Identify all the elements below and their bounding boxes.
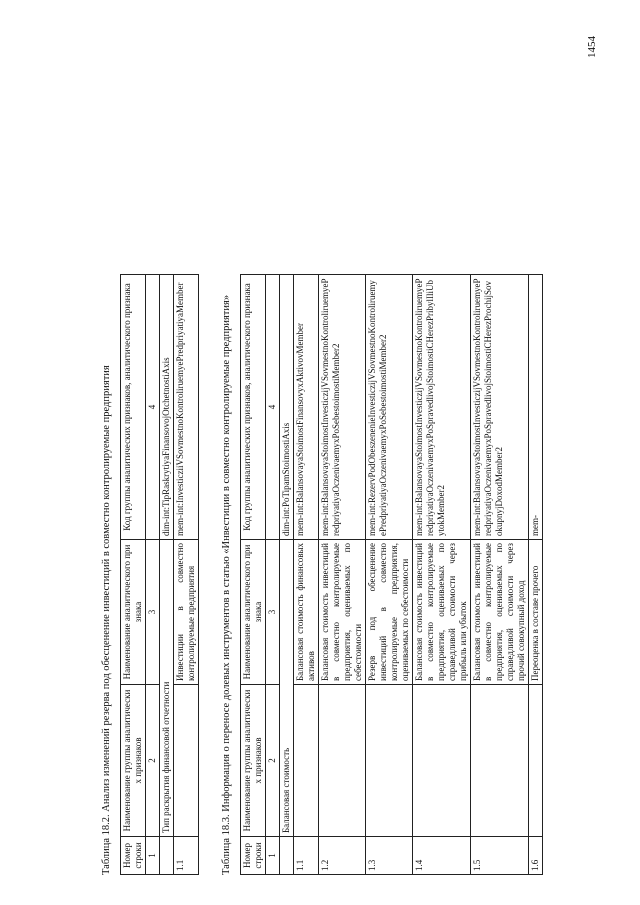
table1-col-number: 1 — [146, 837, 160, 875]
row-group — [413, 685, 471, 837]
table1-header-cell: Наименование группы аналитических признаков — [121, 685, 146, 837]
row-number: 1.6 — [529, 837, 543, 875]
row-code: dim-int:PoTipamStoimostiAxis — [280, 275, 294, 540]
row-number: 1.4 — [413, 837, 471, 875]
table1-caption: Таблица 18.2. Анализ изменений резерва под обесценение инвестиций в совместно контролируемые предприятия — [101, 365, 112, 875]
table1-header-cell: Код группы аналитических признаков, аналитического признака — [121, 275, 146, 540]
row-group-name: Тип раскрытия финансовой отчетности — [160, 540, 174, 837]
table2-number-row — [266, 275, 280, 875]
page-number: 1454 — [586, 36, 598, 58]
table-row — [319, 275, 366, 875]
row-group — [471, 685, 529, 837]
table1-col-number: 4 — [146, 275, 160, 540]
table2-col-number: 1 — [266, 837, 280, 875]
table2 — [240, 274, 543, 875]
row-number: 1.3 — [366, 837, 413, 875]
table1-number-row — [146, 275, 160, 875]
table2-header-row — [241, 275, 266, 875]
table-row — [471, 275, 529, 875]
table2-caption: Таблица 18.3. Информация о переносе долевых инструментов в статью «Инвестиции в совместно контролируемые предприятия» — [221, 294, 232, 875]
row-name: Балансовая стоимость инвестиций в совместно контролируемые предприятия, оцениваемых по себестоимости — [319, 540, 366, 685]
row-group — [294, 685, 319, 837]
row-name: Балансовая стоимость инвестиций в совместно контролируемые предприятия, оцениваемых по справедливой стоимости через прочий совокупный доход — [471, 540, 529, 685]
row-code: mem- — [529, 275, 543, 540]
row-code: mem-int:BalansovayaStoimostInvesticzijVSovmestnoKontroliruemyePredpriyatiyaOczenivaemyxPoSpravedlivojStoimostiCHerezProchijSovokupnyjDoxodMember2 — [471, 275, 529, 540]
table2-header-cell: Наименование аналитического признака — [241, 540, 266, 685]
table-row — [366, 275, 413, 875]
table-row — [280, 275, 294, 875]
row-code: dim-int:TipRaskrytiyaFinansovojOtchetnostiAxis — [160, 275, 174, 540]
row-name: Балансовая стоимость финансовых активов — [294, 540, 319, 685]
rotated-page-content — [80, 55, 595, 875]
table2-col-number: 3 — [266, 540, 280, 685]
row-number: 1.1 — [294, 837, 319, 875]
row-number — [280, 837, 294, 875]
table1-header-row — [121, 275, 146, 875]
table2-header-cell: Номер строки — [241, 837, 266, 875]
row-code: mem-int:BalansovayaStoimostInvesticzijVSovmestnoKontroliruemyePredpriyatiyaOczenivaemyxPoSebestoimostiMember2 — [319, 275, 366, 540]
row-code: mem-int:BalansovayaStoimostFinansovyxAktivovMember — [294, 275, 319, 540]
table-row — [174, 275, 199, 875]
row-name: Переоценка в составе прочего — [529, 540, 543, 685]
row-code: mem-int:InvesticziiVSovmestnoKontroliruemyePredpriyatiyaMember — [174, 275, 199, 540]
row-name: Резерв под обесценение инвестиций в совместно контролируемые предприятия, оцениваемых по себестоимости — [366, 540, 413, 685]
table2-header-cell: Наименование группы аналитических признаков — [241, 685, 266, 837]
table-row — [160, 275, 174, 875]
table-row — [294, 275, 319, 875]
table1-header-cell: Наименование аналитического признака — [121, 540, 146, 685]
row-name: Инвестиции в совместно контролируемые предприятия — [174, 540, 199, 685]
table1-col-number: 2 — [146, 685, 160, 837]
table-row — [529, 275, 543, 875]
row-number — [160, 837, 174, 875]
row-code: mem-int:RezervPodObeszenenieInvesticzijVSovmestnoKontroliruemyePredpriyatiyaOczenivaemyxPoSebestoimostiMember2 — [366, 275, 413, 540]
row-name: Балансовая стоимость инвестиций в совместно контролируемые предприятия, оцениваемых по справедливой стоимости через прибыль или убыток — [413, 540, 471, 685]
table1 — [120, 274, 199, 875]
row-group — [366, 685, 413, 837]
row-number: 1.5 — [471, 837, 529, 875]
row-group — [529, 685, 543, 837]
table2-header-cell: Код группы аналитических признаков, аналитического признака — [241, 275, 266, 540]
table1-col-number: 3 — [146, 540, 160, 685]
table-row — [413, 275, 471, 875]
table2-col-number: 4 — [266, 275, 280, 540]
row-number: 1.2 — [319, 837, 366, 875]
row-code: mem-int:BalansovayaStoimostInvesticzijVSovmestnoKontroliruemyePredpriyatiyaOczenivaemyxPoSpravedlivojStoimostiCHerezPribylIliUbytokMember2 — [413, 275, 471, 540]
row-group — [174, 685, 199, 837]
table1-header-cell: Номер строки — [121, 837, 146, 875]
row-group-name: Балансовая стоимость — [280, 540, 294, 837]
table2-col-number: 2 — [266, 685, 280, 837]
row-number: 1.1 — [174, 837, 199, 875]
row-group — [319, 685, 366, 837]
